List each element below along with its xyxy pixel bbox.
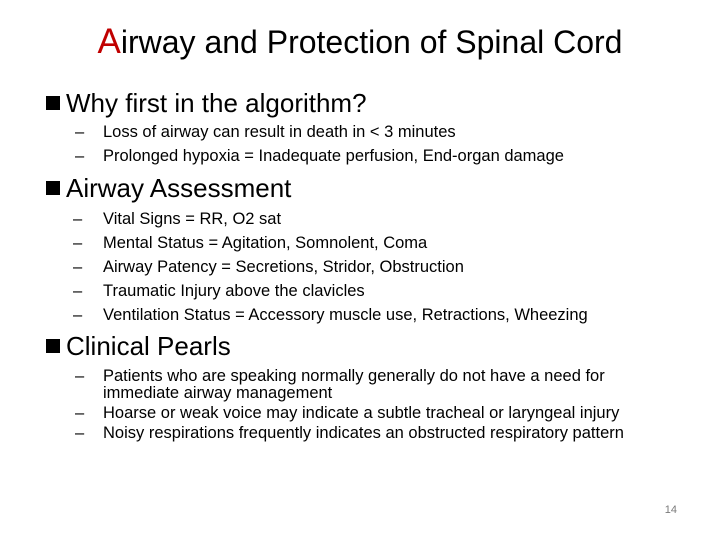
square-bullet-icon: [46, 339, 60, 353]
sub-bullet: [46, 234, 686, 253]
section-heading: [46, 331, 686, 361]
dash-bullet-icon: –: [73, 210, 83, 228]
dash-bullet-icon: –: [73, 282, 83, 300]
sub-bullet-text: Patients who are speaking normally generally do not have a need for immediate airway management: [103, 367, 605, 402]
sub-bullet: [46, 210, 686, 229]
dash-bullet-icon: –: [73, 306, 83, 324]
square-bullet-icon: [46, 96, 60, 110]
sub-bullet-text: Vital Signs = RR, O2 sat: [103, 210, 282, 228]
sub-bullet-list: [46, 368, 666, 442]
sub-bullet-list: [46, 123, 686, 166]
section-heading: [46, 88, 686, 118]
sub-bullet: [46, 405, 666, 422]
dash-bullet-icon: –: [75, 367, 85, 385]
sub-bullet: [46, 368, 666, 402]
sub-bullet-text: Traumatic Injury above the clavicles: [103, 282, 365, 300]
section-heading: [46, 173, 686, 203]
sub-bullet-text: Airway Patency = Secretions, Stridor, Obstruction: [103, 258, 464, 276]
dash-bullet-icon: –: [75, 424, 85, 442]
sub-bullet: [46, 258, 686, 277]
sub-bullet: [46, 425, 666, 442]
section-heading-text: Airway Assessment: [66, 173, 292, 203]
section-clinical-pearls: [46, 331, 686, 445]
dash-bullet-icon: –: [75, 123, 85, 141]
sub-bullet-text: Mental Status = Agitation, Somnolent, Coma: [103, 234, 428, 252]
sub-bullet-text: Loss of airway can result in death in < 3 minutes: [103, 123, 456, 141]
sub-bullet-text: Hoarse or weak voice may indicate a subtle tracheal or laryngeal injury: [103, 404, 620, 422]
dash-bullet-icon: –: [75, 147, 85, 165]
sub-bullet-text: Noisy respirations frequently indicates an obstructed respiratory pattern: [103, 424, 624, 442]
sub-bullet: [46, 147, 686, 166]
sub-bullet: [46, 123, 686, 142]
sub-bullet-text: Ventilation Status = Accessory muscle use, Retractions, Wheezing: [103, 306, 588, 324]
slide-title: [0, 22, 720, 62]
title-first-letter: A: [97, 22, 121, 61]
section-heading-text: Why first in the algorithm?: [66, 88, 367, 118]
title-rest: irway and Protection of Spinal Cord: [120, 24, 623, 60]
sub-bullet-list: [46, 210, 686, 325]
dash-bullet-icon: –: [73, 234, 83, 252]
section-heading-text: Clinical Pearls: [66, 331, 231, 361]
section-airway-assessment: [46, 173, 686, 330]
sub-bullet: [46, 282, 686, 301]
sub-bullet-text: Prolonged hypoxia = Inadequate perfusion, End-organ damage: [103, 147, 564, 165]
section-why-first: [46, 88, 686, 171]
square-bullet-icon: [46, 181, 60, 195]
dash-bullet-icon: –: [75, 404, 85, 422]
dash-bullet-icon: –: [73, 258, 83, 276]
page-number: 14: [664, 504, 677, 516]
sub-bullet: [46, 306, 686, 325]
